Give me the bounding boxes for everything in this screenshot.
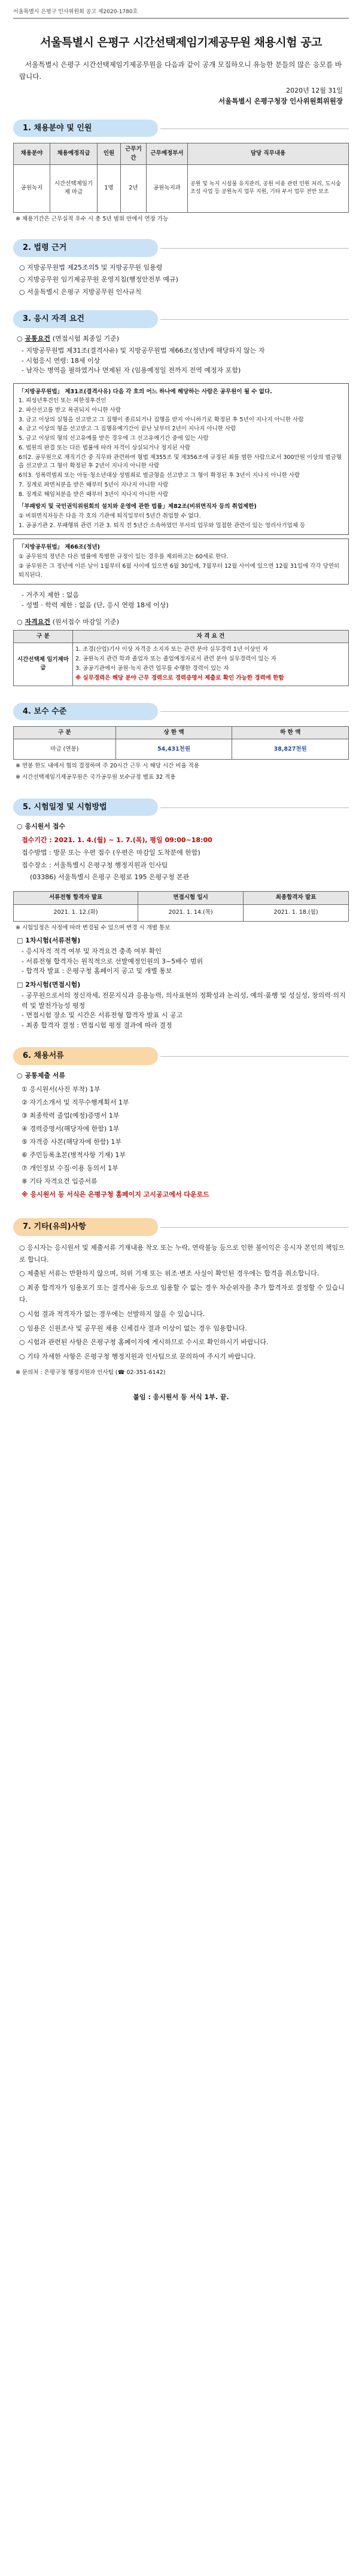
- table-cell: 마급 (연봉): [14, 739, 116, 760]
- list-item: ○ 지방공무원법 제25조의5 및 지방공무원 임용령: [19, 263, 163, 271]
- list-item: ○ 시험과 관련된 사항은 은평구청 홈페이지에 게시하므로 수시로 확인하시기 바랍니다.: [19, 1338, 269, 1347]
- table-cell: 2021. 1. 18.(월): [244, 904, 349, 921]
- box-line: ① 비위면직자등은 다음 각 호의 기관에 퇴직일부터 5년간 취업할 수 없다.: [19, 512, 201, 519]
- application-method: 접수방법 : 방문 또는 우편 접수 (우편은 마감일 도착분에 한함): [22, 848, 200, 856]
- table-header: 구 분: [14, 630, 73, 643]
- law-box-disqualification: [13, 383, 349, 536]
- table-header-row: [14, 892, 349, 904]
- table-header: 담당 직무내용: [188, 143, 349, 165]
- table-cell: 38,827천원: [232, 739, 349, 760]
- list-item: ① 응시원서(사진 부착) 1부: [22, 1085, 101, 1094]
- contact-info: ※ 문의처 : 은평구청 행정지원과 인사팀 (☎ 02-351-6142): [16, 1369, 166, 1376]
- application-heading: ○ 응시원서 접수: [17, 822, 66, 831]
- list-item: ⑧ 기타 자격요건 입증서류: [22, 1177, 98, 1186]
- section-title: 2. 법령 근거: [13, 239, 158, 257]
- list-item: ○ 지방공무원 임기제공무원 운영지침(행정안전부 예규): [19, 276, 178, 284]
- list-item: ○ 제출된 서류는 반환하지 않으며, 허위 기재 또는 위조·변조 사실이 확인된 경우에는 합격을 취소합니다.: [19, 1269, 320, 1278]
- table-cell: 1명: [98, 164, 121, 212]
- table-header: 하 한 액: [232, 727, 349, 739]
- list-item: ○ 서울특별시 은평구 지방공무원 인사규칙: [19, 287, 142, 296]
- table-header-row: [14, 630, 349, 643]
- list-item: ② 자기소개서 및 직무수행계획서 1부: [22, 1099, 129, 1107]
- table-row: [14, 643, 349, 686]
- section-title: 3. 응시 자격 요건: [13, 310, 158, 328]
- list-item: - 시험응시 연령: 18세 이상: [22, 356, 101, 365]
- divider: [160, 128, 349, 129]
- pay-table: [13, 726, 349, 760]
- section-law: [13, 239, 349, 257]
- table-cell: 공원녹지: [14, 164, 50, 212]
- section-pay: [13, 703, 349, 721]
- etc-conditions: [13, 591, 349, 610]
- table-cell: 2년: [121, 164, 147, 212]
- section-exam: [13, 799, 349, 816]
- table-row: [14, 739, 349, 760]
- table-header: 서류전형 합격자 발표: [14, 892, 138, 904]
- box-line: 1. 피성년후견인 또는 피한정후견인: [19, 397, 107, 405]
- list-item: - 응시자격 적격 여부 및 자격요건 충족 여부 확인: [22, 947, 162, 956]
- list-item: ○ 최종 합격자가 임용포기 또는 결격사유 등으로 임용할 수 없는 경우 차순위자를 추가 합격자로 결정할 수 있습니다.: [19, 1284, 345, 1304]
- table-header: 채용예정직급: [50, 143, 98, 165]
- application-period: 접수기간 : 2021. 1. 4.(월) ~ 1. 7.(목), 평일 09:00~18:00: [22, 836, 212, 844]
- spec-req-heading: ○ 자격요건 (원서접수 마감일 기준): [17, 618, 120, 626]
- box-title: 「부패방지 및 국민권익위원회의 설치와 운영에 관한 법률」제82조(비위면직자 등의 취업제한): [19, 503, 257, 510]
- table-header-row: [14, 143, 349, 165]
- table-header: 최종합격자 발표: [244, 892, 349, 904]
- table-cell: 54,431천원: [115, 739, 232, 760]
- table-cell: 시간선택제 임기제마급: [14, 643, 73, 686]
- notice-date: 2020년 12월 31일: [286, 87, 343, 95]
- law-list: [13, 263, 349, 298]
- table-cell: 시간선택제임기제 마급: [50, 164, 98, 212]
- table-cell: 2021. 1. 12.(화): [14, 904, 138, 921]
- list-item: - 지방공무원법 제31조(결격사유) 및 지방공무원법 제66조(정년)에 해당하지 않는 자: [22, 347, 265, 355]
- section-documents: [13, 1047, 349, 1065]
- box-line: 3. 금고 이상의 실형을 선고받고 그 집행이 종료되거나 집행을 받지 아니하기로 확정된 후 5년이 지나지 아니한 사람: [19, 416, 304, 423]
- table-header: 근무예정부서: [147, 143, 188, 165]
- list-item: - 합격자 발표 : 은평구청 홈페이지 공고 및 개별 통보: [22, 967, 172, 975]
- table-cell: [73, 643, 349, 686]
- list-item: ⑤ 자격증 사본(해당자에 한함) 1부: [22, 1138, 121, 1146]
- box-line: 1. 공공기관 2. 부패행위 관련 기관 3. 퇴직 전 5년간 소속하였던 부서의 업무와 밀접한 관련이 있는 영리사기업체 등: [19, 522, 306, 529]
- common-req-heading: ○ 공통요건 (면접시험 최종일 기준): [17, 334, 120, 342]
- box-line: 7. 징계로 파면처분을 받은 때부터 5년이 지나지 아니한 사람: [19, 481, 169, 488]
- table-cell: 2021. 1. 14.(목): [138, 904, 244, 921]
- stage1-heading: □ 1차시험(서류전형): [17, 936, 81, 944]
- table-header: 면접시험 일시: [138, 892, 244, 904]
- common-req-list: [13, 346, 349, 376]
- recruit-table: [13, 143, 349, 213]
- header-note: 서울특별시 은평구 인사위원회 공고 제2020-1780호: [13, 8, 349, 19]
- table-header: 자 격 요 건: [73, 630, 349, 643]
- schedule-note: ※ 시험일정은 사정에 따라 변경될 수 있으며 변경 시 개별 통보: [16, 924, 171, 931]
- box-line: ② 공무원은 그 정년에 이른 날이 1월부터 6월 사이에 있으면 6월 30일에, 7월부터 12월 사이에 있으면 12월 31일에 각각 당연히 퇴직된다.: [19, 562, 340, 579]
- table-header: 인원: [98, 143, 121, 165]
- stage2-heading: □ 2차시험(면접시험): [17, 980, 81, 989]
- list-item: ⑦ 개인정보 수집·이용 동의서 1부: [22, 1164, 118, 1173]
- spec-item: 1. 조경(산업)기사 이상 자격증 소지자 또는 관련 분야 실무경력 1년 이상인 자: [75, 646, 268, 653]
- section-title: 4. 보수 수준: [13, 703, 158, 721]
- table-cell: 공원녹지과: [147, 164, 188, 212]
- intro-text: 서울특별시 은평구 시간선택제임기제공무원을 다음과 같이 공개 모집하오니 유능한 분들의 많은 응모를 바랍니다.: [19, 60, 342, 81]
- closing-text: 붙임 : 응시원서 등 서식 1부. 끝.: [133, 1393, 229, 1402]
- stage2-list: [13, 991, 349, 1030]
- list-item: - 서류전형 합격자는 원칙적으로 선발예정인원의 3~5배수 범위: [22, 957, 203, 965]
- table-header: 상 한 액: [115, 727, 232, 739]
- section-qualification: [13, 310, 349, 328]
- notes-list: [13, 1242, 349, 1363]
- section-title: 7. 기타(유의)사항: [13, 1218, 158, 1236]
- law-box-retirement: [13, 539, 349, 585]
- docs-list: [13, 1083, 349, 1201]
- table-row: [14, 164, 349, 212]
- table-row: [14, 904, 349, 921]
- box-line: 5. 금고 이상의 형의 선고유예를 받은 경우에 그 선고유예기간 중에 있는 사람: [19, 435, 209, 442]
- section-title: 5. 시험일정 및 시험방법: [13, 799, 158, 816]
- list-item: - 남자는 병역을 필하였거나 면제된 자 (임용예정일 전까지 전역 예정자 포함): [22, 366, 241, 375]
- list-item: ⑥ 주민등록초본(병적사항 기재) 1부: [22, 1151, 126, 1159]
- box-line: 4. 금고 이상의 형을 선고받고 그 집행유예기간이 끝난 날부터 2년이 지나지 아니한 사람: [19, 426, 236, 433]
- divider: [160, 1226, 349, 1228]
- table-header: 구 분: [14, 727, 116, 739]
- divider: [160, 1056, 349, 1057]
- list-item: ○ 임용은 신원조사 및 공무원 채용 신체검사 결과 이상이 없는 경우 임용합니다.: [19, 1324, 247, 1332]
- schedule-table: [13, 891, 349, 921]
- table-note: ※ 채용기간은 근무실적 우수 시 총 5년 범위 안에서 연장 가능: [16, 215, 169, 222]
- divider: [160, 807, 349, 808]
- list-item: ※ 응시원서 등 서식은 은평구청 홈페이지 고시공고에서 다운로드: [22, 1191, 209, 1199]
- box-line: 6의3. 성폭력범죄 또는 아동·청소년대상 성범죄로 벌금형을 선고받고 그 형이 확정된 후 3년이 지나지 아니한 사람: [19, 472, 300, 479]
- spec-item: 3. 공공기관에서 공원·녹지 관련 업무를 수행한 경력이 있는 자: [75, 665, 229, 672]
- application-place: 접수장소 : 서울특별시 은평구청 행정지원과 인사팀: [22, 861, 168, 869]
- list-item: ③ 최종학력 졸업(예정)증명서 1부: [22, 1112, 120, 1120]
- box-title: 「지방공무원법」 제66조(정년): [19, 544, 100, 551]
- divider: [160, 711, 349, 712]
- box-line: ① 공무원의 정년은 다른 법률에 특별한 규정이 있는 경우를 제외하고는 60세로 한다.: [19, 553, 229, 561]
- application-details: [13, 834, 349, 885]
- list-item: - 면접시험 장소 및 시간은 서류전형 합격자 발표 시 공고: [22, 1011, 183, 1020]
- list-item: ○ 시험 결과 적격자가 없는 경우에는 선발하지 않을 수 있습니다.: [19, 1310, 205, 1318]
- section-notes: [13, 1218, 349, 1236]
- box-line: 8. 징계로 해임처분을 받은 때부터 3년이 지나지 아니한 사람: [19, 491, 169, 498]
- box-line: 6의2. 공무원으로 재직기간 중 직무와 관련하여 형법 제355조 및 제356조에 규정된 죄를 범한 사람으로서 300만원 이상의 벌금형을 선고받고 그 형이 확정된 후 2년이 지나지 아니한 사람: [19, 454, 342, 470]
- issuing-org: 서울특별시 은평구청장 인사위원회위원장: [218, 96, 343, 105]
- stage1-list: [13, 947, 349, 977]
- spec-item: ※ 실무경력은 해당 분야 근무 경력으로 경력증명서 제출로 확인 가능한 경력에 한함: [75, 675, 284, 682]
- divider: [160, 319, 349, 320]
- pay-note: ※ 연봉 한도 내에서 협의 결정하며 주 20시간 근무 시 해당 시간 비율 적용: [16, 763, 200, 770]
- list-item: - 성별 · 학력 제한 : 없음 (단, 응시 연령 18세 이상): [22, 601, 169, 609]
- list-item: - 공무원으로서의 정신자세, 전문지식과 응용능력, 의사표현의 정확성과 논리성, 예의·품행 및 성실성, 창의력·의지력 및 발전가능성 평정: [22, 992, 346, 1009]
- spec-item: 2. 공원녹지 관련 학과 졸업자 또는 졸업예정자로서 관련 분야 실무경력이 있는 자: [75, 656, 276, 663]
- divider: [160, 247, 349, 249]
- box-line: 2. 파산선고를 받고 복권되지 아니한 사람: [19, 407, 121, 414]
- table-cell: 공원 및 녹지 시설물 유지관리, 공원 이용 관련 민원 처리, 도시숲 조성 사업 등 공원녹지 업무 지원, 기타 부서 업무 전반 보조: [188, 164, 349, 212]
- docs-heading: ○ 공통제출 서류: [17, 1071, 66, 1079]
- list-item: - 거주지 제한 : 없음: [22, 591, 80, 599]
- section-recruit: [13, 120, 349, 137]
- section-title: 1. 채용분야 및 인원: [13, 120, 158, 137]
- table-header: 근무기간: [121, 143, 147, 165]
- list-item: ④ 경력증명서(해당자에 한함) 1부: [22, 1125, 120, 1133]
- spec-table: [13, 630, 349, 686]
- box-title: 「지방공무원법」 제31조(결격사유) 다음 각 호의 어느 하나에 해당하는 사람은 공무원이 될 수 없다.: [19, 388, 272, 395]
- application-address: (03386) 서울특별시 은평구 은평로 195 은평구청 본관: [30, 873, 190, 882]
- table-header-row: [14, 727, 349, 739]
- list-item: ○ 기타 자세한 사항은 은평구청 행정지원과 인사팀으로 문의하여 주시기 바랍니다.: [19, 1353, 256, 1361]
- list-item: ○ 응시자는 응시원서 및 제출서류 기재내용 착오 또는 누락, 연락불능 등으로 인한 불이익은 응시자 본인의 책임으로 합니다.: [19, 1243, 345, 1263]
- page-title: 서울특별시 은평구 시간선택제임기제공무원 채용시험 공고: [40, 35, 322, 49]
- box-line: 6. 법원의 판결 또는 다른 법률에 따라 자격이 상실되거나 정지된 사람: [19, 444, 191, 451]
- table-header: 채용분야: [14, 143, 50, 165]
- section-title: 6. 채용서류: [13, 1047, 158, 1065]
- pay-note: ※ 시간선택제임기제공무원은 국가공무원 보수규정 별표 32 적용: [16, 773, 176, 781]
- list-item: - 최종 합격자 결정 : 면접시험 평정 결과에 따라 결정: [22, 1021, 172, 1029]
